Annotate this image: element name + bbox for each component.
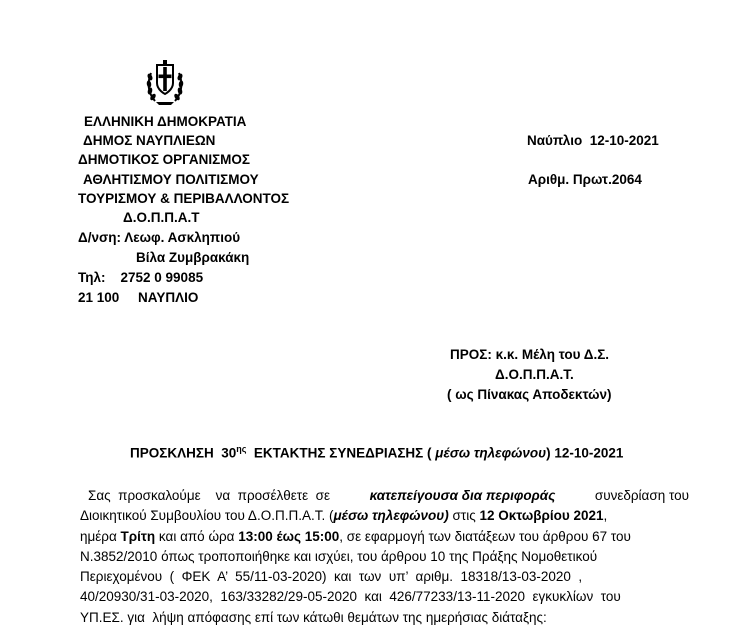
recipient-note: ( ως Πίνακας Αποδεκτών)	[447, 387, 612, 402]
sender-line-acronym: Δ.Ο.Π.Π.Α.Τ	[123, 210, 200, 225]
sender-line-building: Βίλα Ζυμβρακάκη	[136, 250, 250, 265]
recipient-line: ΠΡΟΣ: κ.κ. Μέλη του Δ.Σ.	[450, 347, 610, 362]
body-line: Περιεχομένου ( ΦΕΚ Α’ 55/11-03-2020) και των υπ’ αριθμ. 18318/13-03-2020 ,	[80, 569, 583, 585]
body-line: Σας προσκαλούμε να προσέλθετε σε κατεπείγουσα δια περιφοράς συνεδρίαση του	[88, 488, 689, 503]
body-line: ημέρα Τρίτη και από ώρα 13:00 έως 15:00, σε εφαρμογή των διατάξεων του άρθρου 67 του	[80, 528, 631, 544]
sender-line-tourism: ΤΟΥΡΙΣΜΟΥ & ΠΕΡΙΒΑΛΛΟΝΤΟΣ	[78, 191, 290, 206]
sender-line-country: ΕΛΛΗΝΙΚΗ ΔΗΜΟΚΡΑΤΙΑ	[84, 114, 247, 129]
body-line: 40/20930/31-03-2020, 163/33282/29-05-2020 και 426/77233/13-11-2020 εγκυκλίων του	[80, 589, 621, 605]
sender-line-phone: Τηλ: 2752 0 99085	[78, 270, 204, 285]
place-date: Ναύπλιο 12-10-2021	[527, 133, 659, 148]
coat-of-arms-icon	[146, 57, 184, 107]
protocol-number: Αριθμ. Πρωτ.2064	[528, 172, 642, 187]
document-title: ΠΡΟΣΚΛΗΣΗ $30^{\eta\varsigma}$ ΕΚΤΑΚΤΗΣ ΣΥΝΕΔΡΙΑΣΗΣ ( μέσω τηλεφώνου) 12-10-2021	[130, 444, 624, 461]
body-line: Διοικητικού Συμβουλίου του Δ.Ο.Π.Π.Α.Τ. (μέσω τηλεφώνου) στις 12 Οκτωβρίου 2021,	[80, 508, 608, 524]
sender-line-municipality: ΔΗΜΟΣ ΝΑΥΠΛΙΕΩΝ	[83, 133, 216, 148]
sender-line-postal: 21 100 ΝΑΥΠΛΙΟ	[78, 290, 199, 305]
sender-line-organisation: ΔΗΜΟΤΙΚΟΣ ΟΡΓΑΝΙΣΜΟΣ	[78, 152, 251, 167]
invitation-paragraph	[80, 486, 689, 628]
sender-line-sports-culture: ΑΘΛΗΤΙΣΜΟΥ ΠΟΛΙΤΙΣΜΟΥ	[83, 172, 259, 187]
body-line: Ν.3852/2010 όπως τροποποιήθηκε και ισχύει, του άρθρου 10 της Πράξης Νομοθετικού	[80, 548, 598, 564]
body-line: ΥΠ.ΕΣ. για λήψη απόφασης επί των κάτωθι θεμάτων της ημερήσιας διάταξης:	[80, 609, 547, 625]
sender-line-address: Δ/νση: Λεωφ. Ασκληπιού	[78, 230, 241, 245]
recipient-organisation: Δ.Ο.Π.Π.Α.Τ.	[495, 367, 574, 382]
